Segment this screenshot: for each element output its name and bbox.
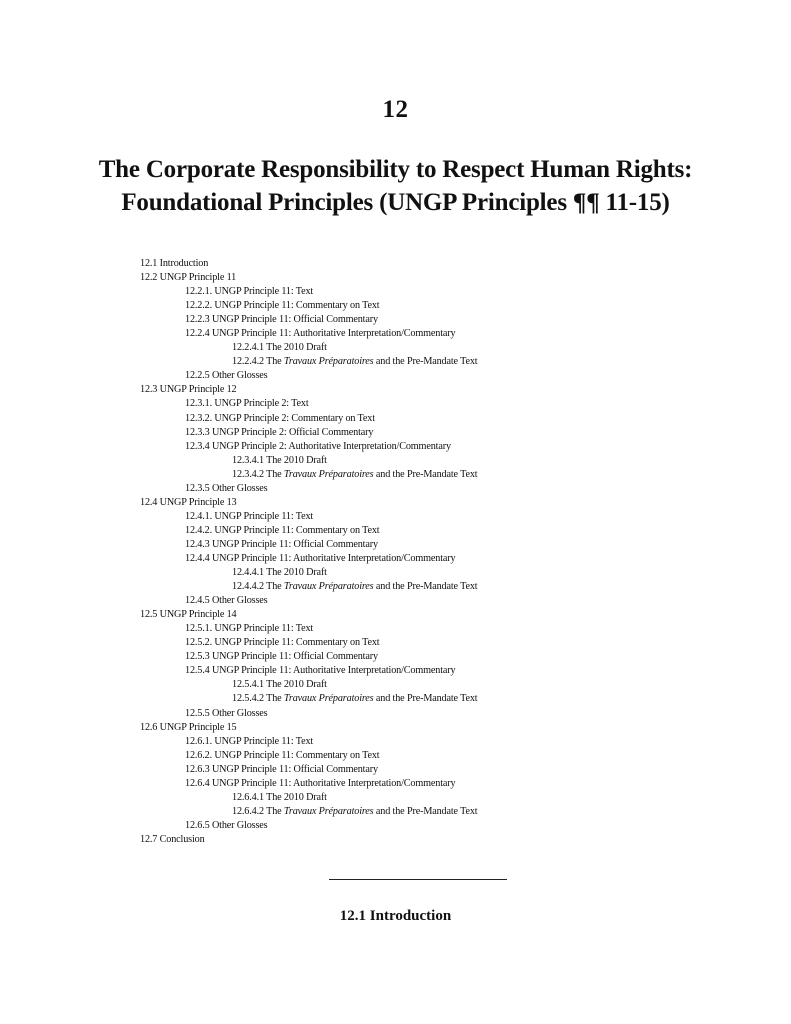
toc-entry: 12.6.4 UNGP Principle 11: Authoritative Interpretation/Commentary	[185, 777, 456, 789]
toc-entry: 12.4.4 UNGP Principle 11: Authoritative Interpretation/Commentary	[185, 552, 456, 564]
section-heading: 12.1 Introduction	[339, 908, 452, 924]
toc-entry: 12.4.3 UNGP Principle 11: Official Commentary	[185, 538, 378, 550]
toc-entry: 12.4.1. UNGP Principle 11: Text	[185, 510, 314, 522]
toc-entry: 12.6.1. UNGP Principle 11: Text	[185, 735, 314, 747]
toc-entry-italic: Travaux Préparatoires	[283, 693, 374, 705]
chapter-title	[0, 153, 791, 219]
toc-entry-prefix: 12.2.4.2 The	[232, 356, 284, 368]
toc-entry: 12.3.2. UNGP Principle 2: Commentary on Text	[185, 412, 375, 424]
toc-entry: 12.5.3 UNGP Principle 11: Official Commentary	[185, 651, 378, 663]
toc-entry: 12.2 UNGP Principle 11	[140, 272, 237, 284]
toc-entry: 12.3.4.1 The 2010 Draft	[232, 454, 327, 466]
toc-entry: 12.3 UNGP Principle 12	[140, 384, 237, 396]
toc-entry: 12.4 UNGP Principle 13	[140, 496, 237, 508]
toc-entry: 12.5.5 Other Glosses	[185, 707, 268, 719]
toc-entry: 12.5 UNGP Principle 14	[140, 609, 237, 621]
toc-entry-italic: Travaux Préparatoires	[283, 468, 374, 480]
toc-entry	[140, 580, 700, 594]
chapter-number: 12	[382, 96, 409, 123]
toc-entry-suffix: and the Pre-Mandate Text	[373, 356, 478, 368]
toc-entry-suffix: and the Pre-Mandate Text	[373, 581, 478, 593]
toc-entry: 12.6.5 Other Glosses	[185, 819, 268, 831]
chapter-title-line-2: Foundational Principles (UNGP Principles ¶¶ 11-15)	[121, 189, 670, 216]
toc-entry: 12.5.4.1 The 2010 Draft	[232, 679, 327, 691]
toc-entry: 12.6 UNGP Principle 15	[140, 721, 237, 733]
toc-entry-prefix: 12.4.4.2 The	[232, 581, 284, 593]
toc-entry-prefix: 12.5.4.2 The	[232, 693, 284, 705]
toc-entry: 12.6.3 UNGP Principle 11: Official Commentary	[185, 763, 378, 775]
section-divider	[329, 879, 507, 880]
toc-entry-italic: Travaux Préparatoires	[283, 356, 374, 368]
toc-entry-prefix: 12.6.4.2 The	[232, 805, 284, 817]
toc-entry: 12.5.4 UNGP Principle 11: Authoritative Interpretation/Commentary	[185, 665, 456, 677]
toc-entry: 12.5.2. UNGP Principle 11: Commentary on Text	[185, 637, 380, 649]
toc-entry: 12.4.2. UNGP Principle 11: Commentary on Text	[185, 524, 380, 536]
toc-entry-suffix: and the Pre-Mandate Text	[373, 468, 478, 480]
toc-entry: 12.2.5 Other Glosses	[185, 370, 268, 382]
toc-entry: 12.5.1. UNGP Principle 11: Text	[185, 623, 314, 635]
chapter-title-line-1: The Corporate Responsibility to Respect Human Rights:	[98, 156, 693, 183]
toc-entry: 12.4.4.1 The 2010 Draft	[232, 567, 327, 579]
toc-entry	[140, 805, 700, 819]
toc-entry: 12.6.2. UNGP Principle 11: Commentary on Text	[185, 749, 380, 761]
toc-entry: 12.4.5 Other Glosses	[185, 595, 268, 607]
toc-entry: 12.3.5 Other Glosses	[185, 482, 268, 494]
toc-entry-prefix: 12.3.4.2 The	[232, 468, 284, 480]
toc-entry: 12.2.4 UNGP Principle 11: Authoritative Interpretation/Commentary	[185, 328, 456, 340]
toc-entry: 12.3.1. UNGP Principle 2: Text	[185, 398, 309, 410]
toc-entry-suffix: and the Pre-Mandate Text	[373, 693, 478, 705]
toc-entry-suffix: and the Pre-Mandate Text	[373, 805, 478, 817]
toc-entry-italic: Travaux Préparatoires	[283, 805, 374, 817]
table-of-contents	[140, 257, 700, 847]
toc-entry: 12.2.4.1 The 2010 Draft	[232, 342, 327, 354]
toc-entry: 12.2.1. UNGP Principle 11: Text	[185, 286, 314, 298]
toc-entry: 12.6.4.1 The 2010 Draft	[232, 791, 327, 803]
toc-entry-italic: Travaux Préparatoires	[283, 581, 374, 593]
toc-entry	[140, 355, 700, 369]
toc-entry: 12.3.3 UNGP Principle 2: Official Commentary	[185, 426, 374, 438]
toc-entry: 12.3.4 UNGP Principle 2: Authoritative Interpretation/Commentary	[185, 440, 451, 452]
toc-entry: 12.1 Introduction	[140, 258, 209, 269]
toc-entry: 12.2.2. UNGP Principle 11: Commentary on Text	[185, 300, 380, 312]
toc-entry: 12.7 Conclusion	[140, 833, 205, 845]
toc-entry	[140, 468, 700, 482]
toc-entry: 12.2.3 UNGP Principle 11: Official Commentary	[185, 314, 378, 326]
toc-entry	[140, 692, 700, 706]
